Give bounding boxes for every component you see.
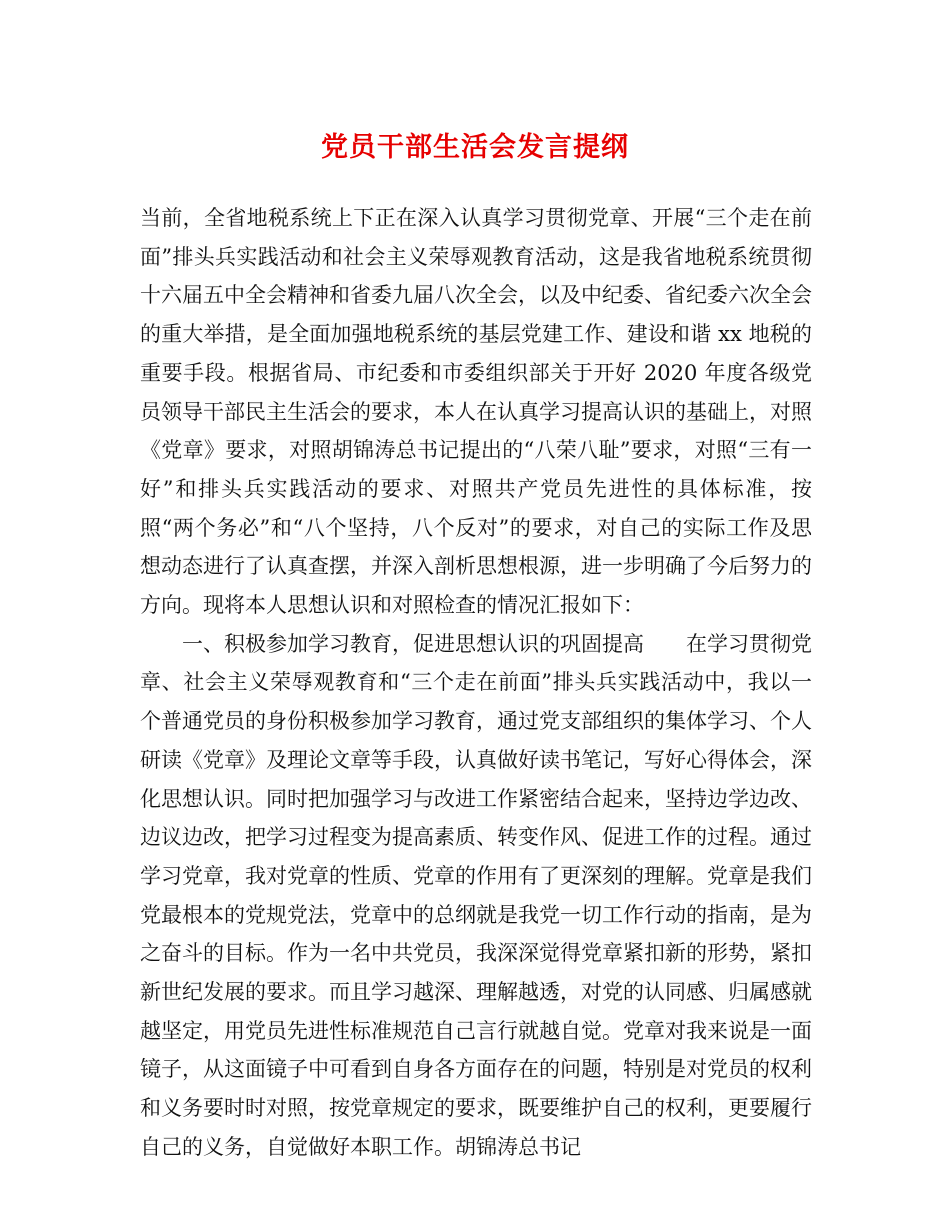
document-body	[140, 199, 812, 1167]
body-paragraph-intro: 当前，全省地税系统上下正在深入认真学习贯彻党章、开展“三个走在前面”排头兵实践活动和社会主义荣辱观教育活动，这是我省地税系统贯彻十六届五中全会精神和省委九届八次全会，以及中纪委、省纪委六次全会的重大举措，是全面加强地税系统的基层党建工作、建设和谐 xx 地税的重要手段。根据省局、市纪委和市委组织部关于开好 2020 年度各级党员领导干部民主生活会的要求，本人在认真学习提高认识的基础上，对照《党章》要求，对照胡锦涛总书记提出的“八荣八耻”要求，对照“三有一好”和排头兵实践活动的要求、对照共产党员先进性的具体标准，按照“两个务必”和“八个坚持，八个反对”的要求，对自己的实际工作及思想动态进行了认真查摆，并深入剖析思想根源，进一步明确了今后努力的方向。现将本人思想认识和对照检查的情况汇报如下：	[140, 206, 812, 618]
body-paragraph-section-1: 一、积极参加学习教育，促进思想认识的巩固提高 在学习贯彻党章、社会主义荣辱观教育和“三个走在前面”排头兵实践活动中，我以一个普通党员的身份积极参加学习教育，通过党支部组织的集体学习、个人研读《党章》及理论文章等手段，认真做好读书笔记，写好心得体会，深化思想认识。同时把加强学习与改进工作紧密结合起来，坚持边学边改、边议边改，把学习过程变为提高素质、转变作风、促进工作的过程。通过学习党章，我对党章的性质、党章的作用有了更深刻的理解。党章是我们党最根本的党规党法，党章中的总纲就是我党一切工作行动的指南，是为之奋斗的目标。作为一名中共党员，我深深觉得党章紧扣新的形势，紧扣新世纪发展的要求。而且学习越深、理解越透，对党的认同感、归属感就越坚定，用党员先进性标准规范自己言行就越自觉。党章对我来说是一面镜子，从这面镜子中可看到自身各方面存在的问题，特别是对党员的权利和义务要时时对照，按党章规定的要求，既要维护自己的权利，更要履行自己的义务，自觉做好本职工作。胡锦涛总书记	[140, 631, 812, 1159]
document-title: 党员干部生活会发言提纲	[321, 132, 629, 163]
